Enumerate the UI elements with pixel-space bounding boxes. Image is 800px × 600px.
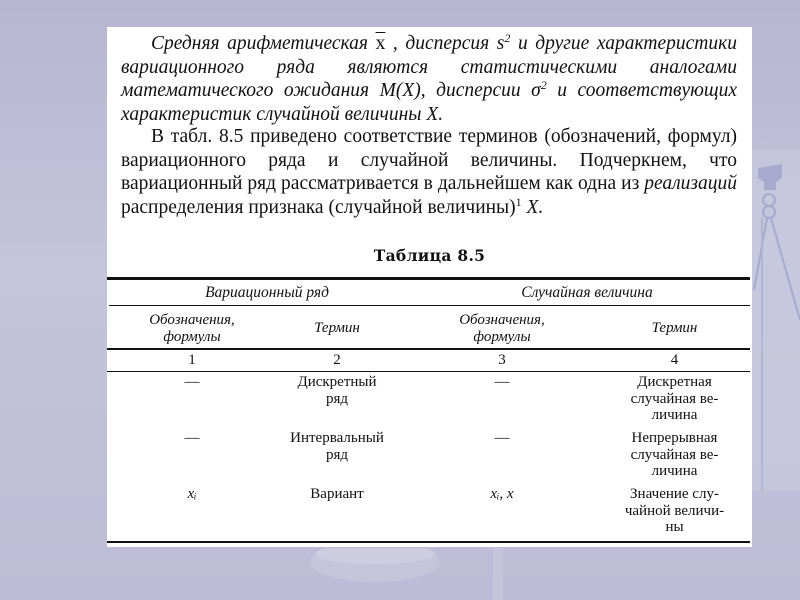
footnote-marker: 1 — [515, 194, 522, 209]
cell-line: чайной величи- — [624, 502, 725, 519]
sub-header-line: формулы — [473, 328, 531, 345]
superscript-2: 2 — [504, 31, 511, 45]
paragraph2-text-1: В табл. 8.5 приведено соответствие терминов (обозначений, формул) вариационного ряда и случайной величины. Подчеркнем, что вариационный ряд рассматривается в дальнейшем как одна из — [121, 126, 737, 194]
paragraph1-text-4: и соответствующих характеристик случайной величины X. — [121, 80, 737, 125]
group-header-random-variable: Случайная величина — [521, 284, 653, 301]
paragraph2-text-2: распределения признака (случайной величины) — [121, 196, 516, 218]
paragraph2-italic-term: реализаций — [644, 173, 737, 194]
column-number-rule — [107, 371, 750, 372]
sub-header-notation-1 — [107, 312, 277, 345]
paragraph1-text-1: Средняя арифметическая — [151, 33, 376, 54]
column-number-1: 1 — [188, 352, 196, 368]
column-number-4: 4 — [670, 352, 679, 368]
row1-rv-notation: — — [494, 374, 510, 390]
sub-header-notation-2 — [437, 312, 567, 345]
table-top-rule — [107, 277, 750, 280]
row1-term — [257, 374, 417, 407]
row3-notation: xᵢ — [187, 486, 197, 502]
row3-term — [257, 486, 417, 503]
paragraph1-text-3: и другие характеристики вариационного ряда являются статистическими аналогами математического ожидания M(X), дисперсии σ — [121, 33, 738, 101]
cell-line: ряд — [325, 390, 349, 407]
cell-line: Вариант — [310, 486, 364, 502]
row1-notation: — — [184, 374, 200, 390]
paragraph1-text-2: , дисперсия s — [385, 33, 505, 54]
cell-line: личина — [651, 407, 698, 423]
paragraph-table-reference — [121, 125, 737, 219]
variable-x: X. — [526, 196, 544, 218]
row1-rv-term — [597, 374, 752, 424]
row3-rv-term — [597, 486, 752, 536]
x-bar-symbol: $\overline{x}$ — [375, 33, 386, 54]
sub-header-rule — [107, 348, 750, 350]
document-page — [107, 27, 752, 547]
column-number-2: 2 — [333, 352, 341, 368]
sub-header-line: формулы — [163, 328, 221, 345]
sub-header-line: Обозначения, — [149, 312, 235, 328]
scale-decoration-icon — [752, 150, 800, 490]
column-number-3: 3 — [498, 352, 506, 368]
row3-rv-notation: xᵢ, x — [490, 486, 514, 502]
scale-pan-decoration-icon — [215, 548, 515, 600]
sub-header-term-2: Термин — [651, 320, 698, 336]
sub-header-line: Обозначения, — [459, 312, 545, 328]
paragraph-statistics-analogs — [121, 32, 737, 126]
group-header-variation-series: Вариационный ряд — [205, 284, 329, 301]
row2-term — [257, 430, 417, 463]
cell-line: Дискретная — [637, 374, 712, 390]
cell-line: случайная ве- — [630, 446, 719, 463]
cell-line: Значение слу- — [630, 486, 719, 502]
row2-notation: — — [184, 430, 200, 446]
table-caption: Таблица 8.5 — [373, 246, 486, 265]
row2-rv-notation: — — [494, 430, 510, 446]
cell-line: случайная ве- — [630, 390, 719, 407]
cell-line: личина — [651, 463, 698, 479]
cell-line: ны — [665, 519, 684, 535]
group-header-rule — [109, 305, 750, 306]
cell-line: ряд — [325, 446, 349, 463]
cell-line: Дискретный — [297, 374, 377, 390]
cell-line: Непрерывная — [631, 430, 718, 446]
cell-line: Интервальный — [290, 430, 384, 446]
row2-rv-term — [597, 430, 752, 480]
table-bottom-rule — [107, 541, 750, 543]
sub-header-term-1: Термин — [314, 320, 360, 336]
superscript-2b: 2 — [540, 78, 547, 92]
